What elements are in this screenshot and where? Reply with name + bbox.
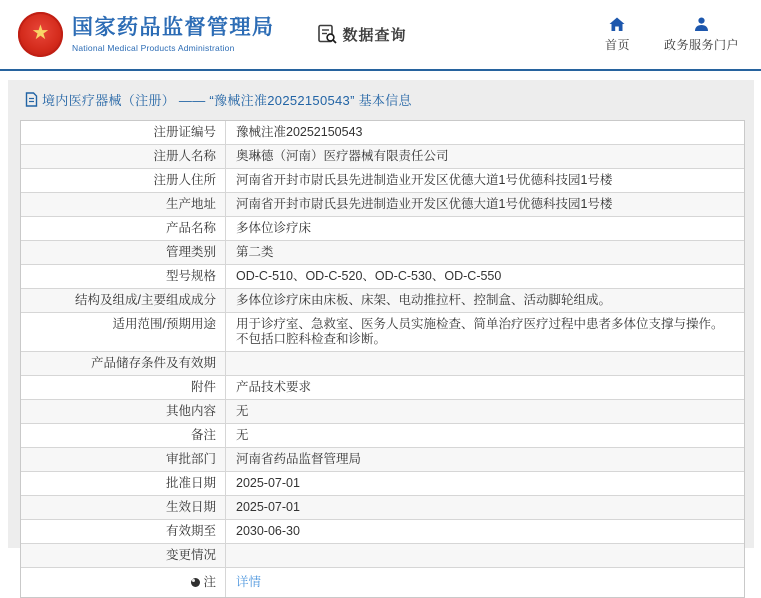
row-label-text: 管理类别 bbox=[165, 245, 216, 259]
table-row bbox=[21, 400, 744, 424]
row-label-text: 附件 bbox=[190, 380, 216, 394]
nav-home-label: 首页 bbox=[604, 37, 630, 52]
row-label bbox=[21, 424, 226, 447]
table-row bbox=[21, 145, 744, 169]
row-label bbox=[21, 472, 226, 495]
row-label-text: 型号规格 bbox=[165, 269, 216, 283]
info-table bbox=[20, 120, 745, 598]
row-value: 无 bbox=[236, 404, 249, 418]
breadcrumb bbox=[8, 87, 754, 118]
table-row bbox=[21, 376, 744, 400]
row-label-text: 审批部门 bbox=[165, 452, 216, 466]
row-label-text: 产品储存条件及有效期 bbox=[90, 356, 216, 370]
row-value: 奥琳德（河南）医疗器械有限责任公司 bbox=[236, 149, 449, 163]
row-label bbox=[21, 145, 226, 168]
row-value: 无 bbox=[236, 428, 249, 442]
logo-wrap bbox=[18, 12, 275, 57]
breadcrumb-text: 境内医疗器械（注册） —— “豫械注准20252150543” 基本信息 bbox=[42, 93, 412, 108]
table-row bbox=[21, 496, 744, 520]
table-row bbox=[21, 265, 744, 289]
row-value: 多体位诊疗床 bbox=[236, 221, 312, 235]
table-row bbox=[21, 352, 744, 376]
row-label bbox=[21, 520, 226, 543]
table-row bbox=[21, 520, 744, 544]
row-value: 2025-07-01 bbox=[236, 476, 300, 490]
row-value: 河南省药品监督管理局 bbox=[236, 452, 362, 466]
row-label-text: 其他内容 bbox=[165, 404, 216, 418]
row-label bbox=[21, 544, 226, 567]
row-label bbox=[21, 400, 226, 423]
site-titles bbox=[72, 16, 275, 53]
table-row bbox=[21, 472, 744, 496]
table-row bbox=[21, 241, 744, 265]
row-value: OD-C-510、OD-C-520、OD-C-530、OD-C-550 bbox=[236, 269, 502, 283]
table-row bbox=[21, 424, 744, 448]
row-label-text: 批准日期 bbox=[165, 476, 216, 490]
national-emblem-star-icon: ★ bbox=[31, 21, 50, 44]
row-label bbox=[21, 265, 226, 288]
row-label-text: 生效日期 bbox=[165, 500, 216, 514]
row-label-text: 注册证编号 bbox=[153, 125, 216, 139]
document-icon bbox=[25, 92, 38, 107]
row-label bbox=[21, 169, 226, 192]
row-value: 2025-07-01 bbox=[236, 500, 300, 514]
header-nav bbox=[605, 17, 739, 53]
data-query-button[interactable] bbox=[317, 24, 407, 45]
row-label bbox=[21, 217, 226, 240]
row-value: 多体位诊疗床由床板、床架、电动推拉杆、控制盒、活动脚轮组成。 bbox=[236, 293, 612, 307]
table-row bbox=[21, 313, 744, 352]
row-label-text: 变更情况 bbox=[165, 548, 216, 562]
row-label-text: 生产地址 bbox=[165, 197, 216, 211]
table-row bbox=[21, 169, 744, 193]
nmpa-emblem-logo bbox=[18, 12, 63, 57]
row-value: 河南省开封市尉氏县先进制造业开发区优德大道1号优德科技园1号楼 bbox=[236, 197, 613, 211]
table-row bbox=[21, 448, 744, 472]
row-label bbox=[21, 496, 226, 519]
row-value: 豫械注准20252150543 bbox=[236, 125, 363, 139]
table-row bbox=[21, 544, 744, 568]
nav-service-portal-label: 政务服务门户 bbox=[663, 37, 739, 52]
row-label bbox=[21, 448, 226, 471]
row-value bbox=[226, 544, 744, 567]
site-subtitle: National Medical Products Administration bbox=[72, 43, 235, 53]
row-value: 产品技术要求 bbox=[236, 380, 312, 394]
row-label-text: 结构及组成/主要组成成分 bbox=[75, 293, 216, 307]
row-value: 第二类 bbox=[236, 245, 274, 259]
nav-service-portal[interactable] bbox=[664, 17, 739, 53]
row-label-text: 有效期至 bbox=[165, 524, 216, 538]
note-icon bbox=[191, 578, 200, 587]
app-header bbox=[0, 0, 761, 71]
content-panel bbox=[8, 80, 754, 589]
data-query-label: 数据查询 bbox=[342, 27, 407, 44]
row-label bbox=[21, 289, 226, 312]
person-icon bbox=[694, 17, 709, 32]
table-row bbox=[21, 217, 744, 241]
detail-link[interactable]: 详情 bbox=[236, 575, 262, 589]
row-value: 用于诊疗室、急救室、医务人员实施检查、简单治疗医疗过程中患者多体位支撑与操作。不包括口腔科检查和诊断。 bbox=[236, 317, 724, 346]
row-value bbox=[226, 568, 744, 597]
row-label bbox=[21, 313, 226, 351]
row-value: 2030-06-30 bbox=[236, 524, 300, 538]
document-search-icon bbox=[317, 24, 338, 45]
row-label-text: 注册人住所 bbox=[153, 173, 216, 187]
row-label bbox=[21, 193, 226, 216]
row-label-text: 注 bbox=[203, 575, 216, 589]
home-icon bbox=[609, 17, 625, 32]
table-row bbox=[21, 289, 744, 313]
row-value: 河南省开封市尉氏县先进制造业开发区优德大道1号优德科技园1号楼 bbox=[236, 173, 613, 187]
site-title: 国家药品监督管理局 bbox=[72, 16, 275, 39]
row-label bbox=[21, 568, 226, 597]
row-label bbox=[21, 352, 226, 375]
row-label-text: 注册人名称 bbox=[153, 149, 216, 163]
row-label bbox=[21, 121, 226, 144]
table-row bbox=[21, 121, 744, 145]
table-row bbox=[21, 193, 744, 217]
row-label-text: 适用范围/预期用途 bbox=[112, 317, 216, 331]
row-label bbox=[21, 376, 226, 399]
row-label-text: 产品名称 bbox=[165, 221, 216, 235]
row-label bbox=[21, 241, 226, 264]
row-value bbox=[226, 352, 744, 375]
nav-home[interactable] bbox=[605, 17, 630, 53]
table-row bbox=[21, 568, 744, 597]
row-label-text: 备注 bbox=[190, 428, 216, 442]
